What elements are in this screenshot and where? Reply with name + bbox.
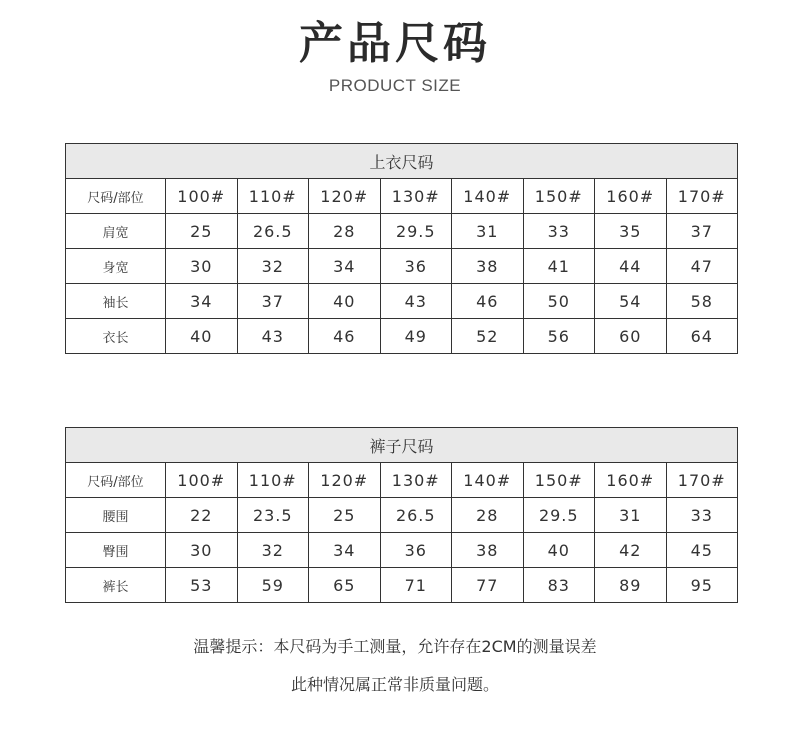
size-header: 110# bbox=[237, 179, 309, 214]
size-header: 120# bbox=[309, 179, 381, 214]
size-header: 110# bbox=[237, 463, 309, 498]
table-cell: 58 bbox=[666, 284, 738, 319]
size-header: 160# bbox=[595, 179, 667, 214]
table-row bbox=[66, 568, 738, 603]
table-cell: 23.5 bbox=[237, 498, 309, 533]
size-header: 140# bbox=[452, 179, 524, 214]
size-header: 160# bbox=[595, 463, 667, 498]
size-header: 120# bbox=[309, 463, 381, 498]
table-cell: 29.5 bbox=[380, 214, 452, 249]
table-cell: 30 bbox=[166, 533, 238, 568]
table-cell: 41 bbox=[523, 249, 595, 284]
table-cell: 32 bbox=[237, 249, 309, 284]
size-header: 150# bbox=[523, 179, 595, 214]
row-label: 臀围 bbox=[66, 533, 166, 568]
table-cell: 33 bbox=[523, 214, 595, 249]
table-cell: 45 bbox=[666, 533, 738, 568]
table-cell: 54 bbox=[595, 284, 667, 319]
row-label: 裤长 bbox=[66, 568, 166, 603]
table-cell: 53 bbox=[166, 568, 238, 603]
table-cell: 95 bbox=[666, 568, 738, 603]
table-cell: 89 bbox=[595, 568, 667, 603]
row-header-label: 尺码/部位 bbox=[66, 463, 166, 498]
top-size-table bbox=[65, 143, 738, 354]
size-header: 130# bbox=[380, 463, 452, 498]
table-cell: 64 bbox=[666, 319, 738, 354]
table-cell: 35 bbox=[595, 214, 667, 249]
table-cell: 30 bbox=[166, 249, 238, 284]
table-cell: 25 bbox=[309, 498, 381, 533]
table-cell: 38 bbox=[452, 533, 524, 568]
table-cell: 56 bbox=[523, 319, 595, 354]
table-cell: 65 bbox=[309, 568, 381, 603]
table-cell: 50 bbox=[523, 284, 595, 319]
notice-line-1: 温馨提示：本尺码为手工测量，允许存在2CM的测量误差 bbox=[193, 637, 597, 656]
table-cell: 46 bbox=[452, 284, 524, 319]
page-title: 产品尺码 bbox=[299, 18, 491, 69]
table-row bbox=[66, 249, 738, 284]
table-cell: 49 bbox=[380, 319, 452, 354]
row-label: 衣长 bbox=[66, 319, 166, 354]
row-label: 袖长 bbox=[66, 284, 166, 319]
table-row bbox=[66, 214, 738, 249]
page-subtitle: PRODUCT SIZE bbox=[328, 76, 462, 95]
table-cell: 36 bbox=[380, 533, 452, 568]
row-label: 肩宽 bbox=[66, 214, 166, 249]
table-cell: 42 bbox=[595, 533, 667, 568]
table-caption: 上衣尺码 bbox=[66, 144, 738, 179]
table-cell: 40 bbox=[309, 284, 381, 319]
size-header: 150# bbox=[523, 463, 595, 498]
table-cell: 37 bbox=[666, 214, 738, 249]
table-row bbox=[66, 498, 738, 533]
table-cell: 83 bbox=[523, 568, 595, 603]
table-cell: 71 bbox=[380, 568, 452, 603]
table-cell: 52 bbox=[452, 319, 524, 354]
size-header: 130# bbox=[380, 179, 452, 214]
table-cell: 26.5 bbox=[237, 214, 309, 249]
table-cell: 25 bbox=[166, 214, 238, 249]
notice-line-2: 此种情况属正常非质量问题。 bbox=[290, 675, 499, 694]
table-cell: 34 bbox=[166, 284, 238, 319]
size-header: 100# bbox=[166, 463, 238, 498]
table-cell: 40 bbox=[166, 319, 238, 354]
table-cell: 40 bbox=[523, 533, 595, 568]
table-cell: 28 bbox=[452, 498, 524, 533]
table-cell: 77 bbox=[452, 568, 524, 603]
size-header-row bbox=[66, 179, 738, 214]
bottom-size-table bbox=[65, 427, 738, 603]
table-row bbox=[66, 284, 738, 319]
table-cell: 60 bbox=[595, 319, 667, 354]
table-cell: 32 bbox=[237, 533, 309, 568]
size-header: 170# bbox=[666, 179, 738, 214]
table-row bbox=[66, 319, 738, 354]
table-cell: 31 bbox=[595, 498, 667, 533]
table-cell: 44 bbox=[595, 249, 667, 284]
table-cell: 43 bbox=[237, 319, 309, 354]
table-cell: 36 bbox=[380, 249, 452, 284]
table-cell: 34 bbox=[309, 533, 381, 568]
table-cell: 46 bbox=[309, 319, 381, 354]
table-cell: 29.5 bbox=[523, 498, 595, 533]
table-cell: 38 bbox=[452, 249, 524, 284]
table-cell: 34 bbox=[309, 249, 381, 284]
table-cell: 59 bbox=[237, 568, 309, 603]
table-cell: 43 bbox=[380, 284, 452, 319]
table-cell: 33 bbox=[666, 498, 738, 533]
table-cell: 47 bbox=[666, 249, 738, 284]
table-caption: 裤子尺码 bbox=[66, 428, 738, 463]
table-cell: 31 bbox=[452, 214, 524, 249]
table-cell: 22 bbox=[166, 498, 238, 533]
row-header-label: 尺码/部位 bbox=[66, 179, 166, 214]
table-cell: 37 bbox=[237, 284, 309, 319]
table-row bbox=[66, 533, 738, 568]
size-header: 100# bbox=[166, 179, 238, 214]
table-cell: 28 bbox=[309, 214, 381, 249]
row-label: 腰围 bbox=[66, 498, 166, 533]
table-cell: 26.5 bbox=[380, 498, 452, 533]
size-header: 140# bbox=[452, 463, 524, 498]
size-header-row bbox=[66, 463, 738, 498]
row-label: 身宽 bbox=[66, 249, 166, 284]
size-header: 170# bbox=[666, 463, 738, 498]
